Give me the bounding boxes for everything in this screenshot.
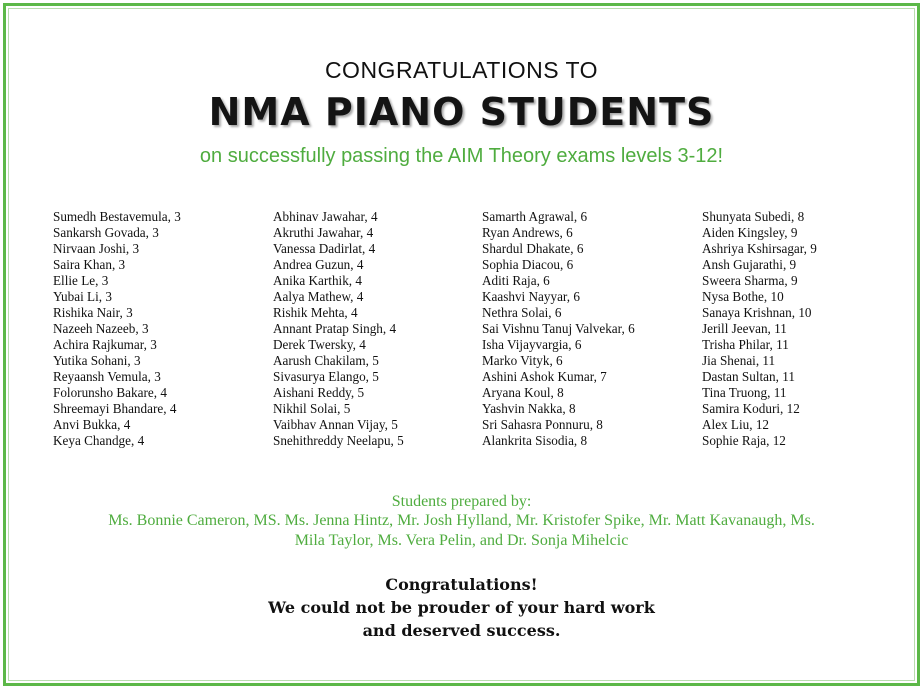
student-item: Achira Rajkumar, 3 (53, 337, 157, 352)
student-column-3 (482, 209, 635, 449)
student-item: Sumedh Bestavemula, 3 (53, 209, 181, 224)
student-item: Abhinav Jawahar, 4 (273, 209, 378, 224)
student-item: Nysa Bothe, 10 (702, 289, 784, 304)
student-list (53, 209, 903, 459)
student-item: Saira Khan, 3 (53, 257, 126, 272)
student-item: Ashini Ashok Kumar, 7 (482, 369, 607, 384)
subtitle: on successfully passing the AIM Theory exams levels 3-12! (199, 145, 724, 167)
prepared-by-label: Students prepared by: (391, 493, 532, 510)
closing-message (0, 573, 923, 642)
student-item: Keya Chandge, 4 (53, 433, 145, 448)
student-item: Sai Vishnu Tanuj Valvekar, 6 (482, 321, 635, 336)
student-item: Snehithreddy Neelapu, 5 (273, 433, 404, 448)
student-item: Yashvin Nakka, 8 (482, 401, 576, 416)
student-item: Dastan Sultan, 11 (702, 369, 795, 384)
student-item: Rishika Nair, 3 (53, 305, 133, 320)
teachers-list: Ms. Bonnie Cameron, MS. Ms. Jenna Hintz, Mr. Josh Hylland, Mr. Kristofer Spike, Mr. Matt Kavanaugh, Ms. Mila Taylor, Ms. Vera Pelin, and Dr. Sonja Mihelcic (108, 512, 815, 549)
student-item: Reyaansh Vemula, 3 (53, 369, 161, 384)
student-item: Nethra Solai, 6 (482, 305, 562, 320)
student-item: Derek Twersky, 4 (273, 337, 366, 352)
student-item: Ansh Gujarathi, 9 (702, 257, 797, 272)
student-item: Ellie Le, 3 (53, 273, 109, 288)
student-item: Marko Vityk, 6 (482, 353, 563, 368)
student-item: Nikhil Solai, 5 (273, 401, 351, 416)
student-item: Ryan Andrews, 6 (482, 225, 573, 240)
student-item: Sanaya Krishnan, 10 (702, 305, 812, 320)
student-item: Aryana Koul, 8 (482, 385, 564, 400)
closing-line-1: Congratulations! (385, 575, 538, 594)
student-column-1 (53, 209, 181, 449)
congratulations-heading: CONGRATULATIONS TO (324, 57, 599, 83)
student-item: Aarush Chakilam, 5 (273, 353, 379, 368)
page-title: NMA PIANO STUDENTS (208, 90, 715, 134)
student-item: Aditi Raja, 6 (482, 273, 550, 288)
student-item: Sophia Diacou, 6 (482, 257, 574, 272)
student-item: Sivasurya Elango, 5 (273, 369, 379, 384)
student-item: Anvi Bukka, 4 (53, 417, 131, 432)
student-item: Jia Shenai, 11 (702, 353, 776, 368)
student-item: Trisha Philar, 11 (702, 337, 789, 352)
student-item: Sophie Raja, 12 (702, 433, 786, 448)
student-item: Nirvaan Joshi, 3 (53, 241, 140, 256)
closing-line-3: and deserved success. (362, 621, 561, 640)
student-item: Sankarsh Govada, 3 (53, 225, 159, 240)
student-item: Aiden Kingsley, 9 (702, 225, 798, 240)
student-item: Shardul Dhakate, 6 (482, 241, 584, 256)
student-item: Samira Koduri, 12 (702, 401, 800, 416)
student-item: Yubai Li, 3 (53, 289, 112, 304)
student-item: Nazeeh Nazeeb, 3 (53, 321, 149, 336)
student-item: Samarth Agrawal, 6 (482, 209, 588, 224)
student-item: Shunyata Subedi, 8 (702, 209, 805, 224)
student-item: Sweera Sharma, 9 (702, 273, 798, 288)
student-item: Aalya Mathew, 4 (273, 289, 364, 304)
student-item: Shreemayi Bhandare, 4 (53, 401, 177, 416)
student-item: Aishani Reddy, 5 (273, 385, 365, 400)
student-item: Isha Vijayvargia, 6 (482, 337, 582, 352)
student-item: Ashriya Kshirsagar, 9 (702, 241, 817, 256)
student-item: Sri Sahasra Ponnuru, 8 (482, 417, 603, 432)
closing-line-2: We could not be prouder of your hard work (268, 598, 655, 617)
student-item: Kaashvi Nayyar, 6 (482, 289, 580, 304)
student-item: Andrea Guzun, 4 (273, 257, 364, 272)
student-item: Alex Liu, 12 (702, 417, 770, 432)
student-column-4 (702, 209, 817, 449)
student-item: Akruthi Jawahar, 4 (273, 225, 374, 240)
student-item: Vanessa Dadirlat, 4 (273, 241, 376, 256)
student-item: Rishik Mehta, 4 (273, 305, 358, 320)
student-item: Alankrita Sisodia, 8 (482, 433, 588, 448)
student-item: Anika Karthik, 4 (273, 273, 362, 288)
student-item: Folorunsho Bakare, 4 (53, 385, 167, 400)
student-item: Tina Truong, 11 (702, 385, 787, 400)
student-item: Yutika Sohani, 3 (53, 353, 141, 368)
student-column-2 (273, 209, 404, 449)
student-item: Jerill Jeevan, 11 (702, 321, 787, 336)
student-item: Annant Pratap Singh, 4 (273, 321, 397, 336)
student-item: Vaibhav Annan Vijay, 5 (273, 417, 398, 432)
